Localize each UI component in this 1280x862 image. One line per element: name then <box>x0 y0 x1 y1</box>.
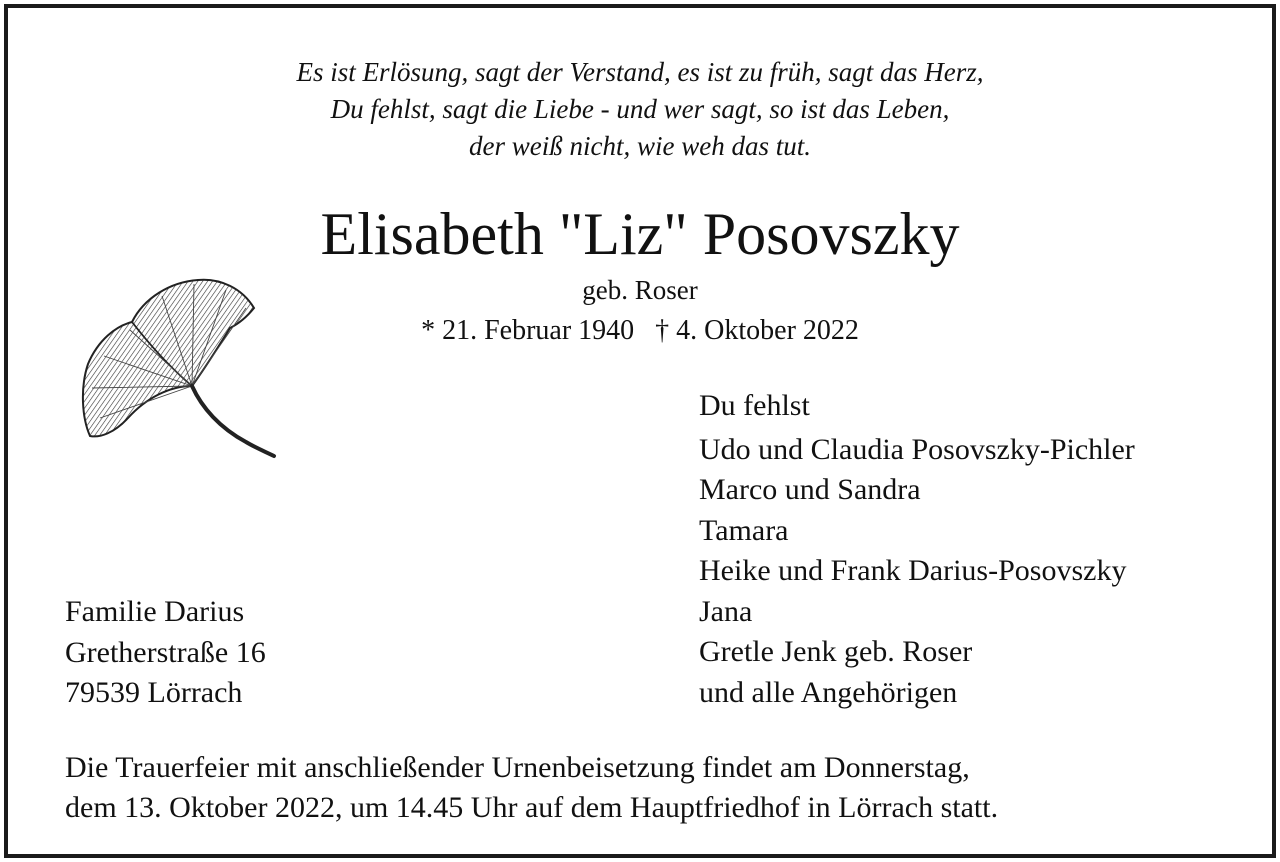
poem-line: Es ist Erlösung, sagt der Verstand, es ist zu früh, sagt das Herz, <box>296 57 984 87</box>
address-line: Familie Darius <box>65 595 245 628</box>
mourner-name: und alle Angehörigen <box>699 675 958 709</box>
mourner-name: Gretle Jenk geb. Roser <box>699 635 973 668</box>
poem-line: Du fehlst, sagt die Liebe - und wer sagt, so ist das Leben, <box>330 94 950 124</box>
mourner-name: Heike und Frank Darius-Posovszky <box>699 554 1127 587</box>
address-line: 79539 Lörrach <box>65 676 243 709</box>
maiden-name: geb. Roser <box>582 275 698 305</box>
mourner-name: Jana <box>699 594 753 628</box>
family-address <box>65 592 266 714</box>
ceremony-info <box>65 748 998 828</box>
address-line: Gretherstraße 16 <box>65 635 266 669</box>
ceremony-line: Die Trauerfeier mit anschließender Urnenbeisetzung findet am Donnerstag, <box>65 751 970 784</box>
deceased-name: Elisabeth "Liz" Posovszky <box>320 201 960 267</box>
life-dates: * 21. Februar 1940 † 4. Oktober 2022 <box>421 315 859 346</box>
mourner-name: Udo und Claudia Posovszky-Pichler <box>699 432 1135 466</box>
poem-line: der weiß nicht, wie weh das tut. <box>469 131 811 161</box>
ginkgo-leaf-icon <box>70 268 290 468</box>
mourners-list <box>699 386 1135 713</box>
mourners-intro: Du fehlst <box>699 389 810 422</box>
ceremony-line: dem 13. Oktober 2022, um 14.45 Uhr auf dem Hauptfriedhof in Lörrach statt. <box>65 791 999 824</box>
mourner-name: Tamara <box>699 513 789 547</box>
poem <box>0 54 1280 165</box>
mourner-name: Marco und Sandra <box>699 473 921 506</box>
